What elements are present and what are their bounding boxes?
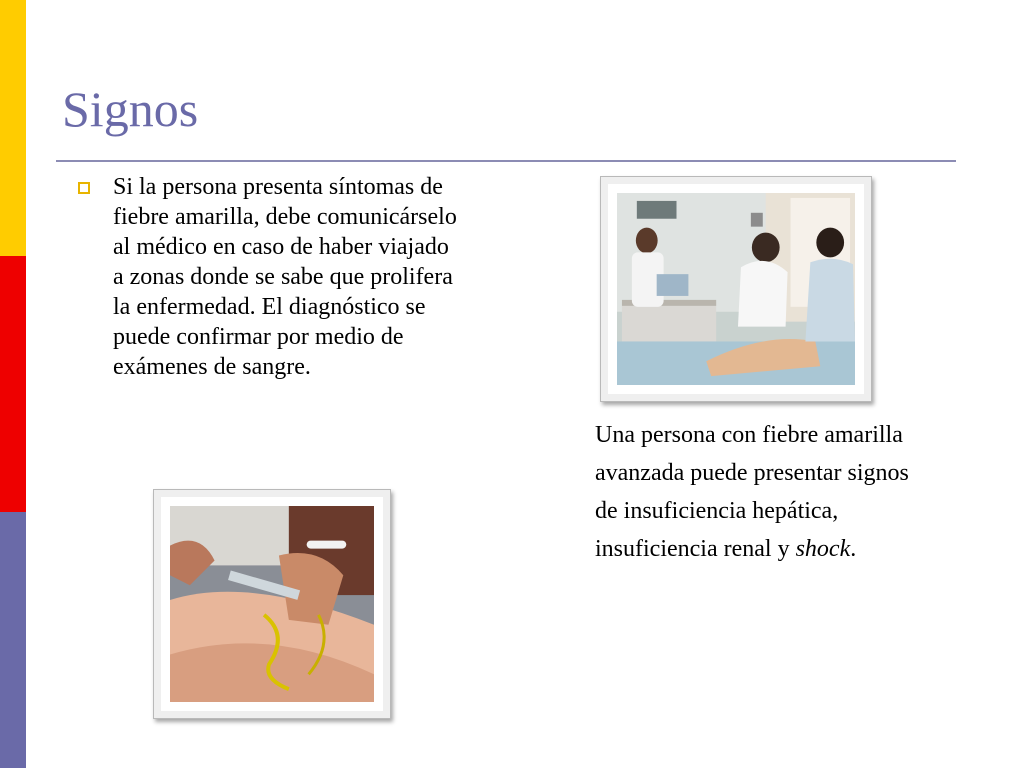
- square-bullet-icon: [78, 182, 90, 194]
- bullet-text: Si la persona presenta síntomas de fiebre amarilla, debe comunicárselo al médico en caso de haber viajado a zonas donde se sabe que prolifera la enfermedad. El diagnóstico se puede confirmar por medio de exámenes de sangre.: [113, 174, 457, 380]
- bullet-item: [78, 172, 458, 382]
- sidebar-red-segment: [0, 256, 26, 512]
- caption-end: .: [850, 536, 857, 562]
- photo-hospital-ward: [600, 176, 872, 402]
- photo-caption: [595, 416, 925, 568]
- title-divider: [56, 160, 956, 162]
- sidebar-blue-segment: [0, 512, 26, 768]
- sidebar-yellow-segment: [0, 0, 26, 256]
- sidebar-color-bar: [0, 0, 26, 768]
- caption-emphasis: shock: [795, 536, 851, 562]
- photo-blood-test: [153, 489, 391, 719]
- hospital-ward-illustration: [617, 193, 855, 385]
- caption-main: Una persona con fiebre amarilla avanzada puede presentar signos de insuficiencia hepática, insuficiencia renal y: [595, 422, 909, 562]
- slide-title: Signos: [62, 81, 199, 137]
- blood-test-illustration: [170, 506, 374, 702]
